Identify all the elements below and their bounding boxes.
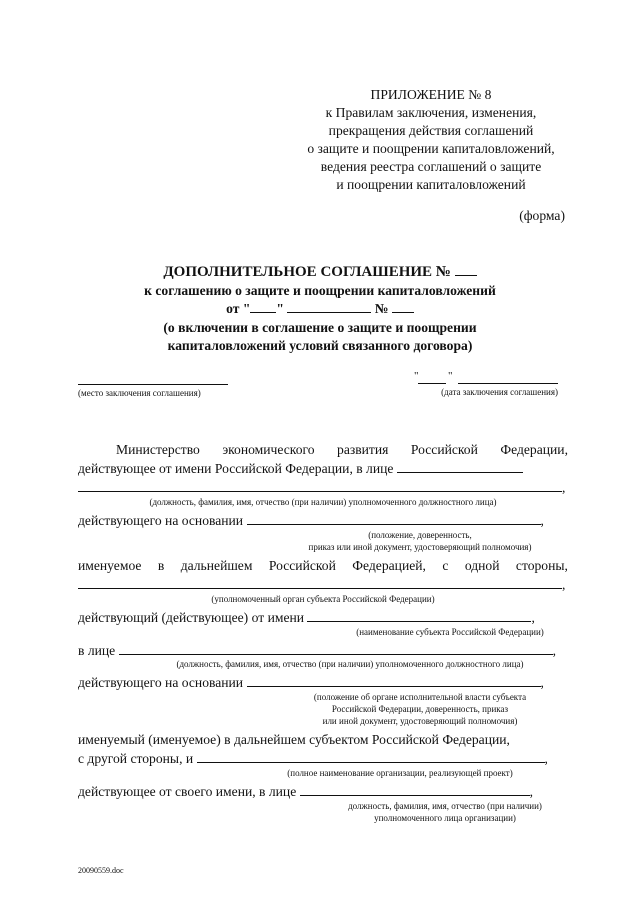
caption-basis-2b: Российской Федерации, доверенность, приказ xyxy=(331,704,509,714)
official-fill xyxy=(397,461,523,473)
date-caption: (дата заключения соглашения) xyxy=(441,387,558,397)
title-from: от " xyxy=(226,301,251,316)
date-quote-close: " xyxy=(448,370,453,382)
basis-fill-1 xyxy=(247,513,541,525)
base-number-blank xyxy=(392,300,414,313)
body-line-acting-own: действующее от своего имени, в лице , xyxy=(78,784,534,799)
title-quote: " xyxy=(276,301,284,316)
appendix-line: и поощрении капиталовложений xyxy=(336,177,526,192)
caption-basis-1b: приказ или иной документ, удостоверяющий полномочия) xyxy=(308,542,532,552)
place-line xyxy=(78,370,228,385)
caption-basis-2c: или иной документ, удостоверяющий полномочия) xyxy=(322,716,518,726)
caption-official-2: (должность, фамилия, имя, отчество (при наличии) уполномоченного должностного лица) xyxy=(176,659,524,669)
appendix-line: ведения реестра соглашений о защите xyxy=(320,159,542,174)
body-line-named-subject: именуемый (именуемое) в дальнейшем субъектом Российской Федерации, xyxy=(78,732,510,747)
body-line-official-fill: , xyxy=(78,479,568,496)
appendix-line: о защите и поощрении капиталовложений, xyxy=(307,141,555,156)
title-line-1: ДОПОЛНИТЕЛЬНОЕ СОГЛАШЕНИЕ № xyxy=(163,264,451,280)
date-block xyxy=(410,370,558,398)
subject-name-fill xyxy=(307,610,531,622)
appendix-line: ПРИЛОЖЕНИЕ № 8 xyxy=(370,87,492,102)
date-month-line xyxy=(458,383,558,384)
appendix-line: прекращения действия соглашений xyxy=(328,123,534,138)
caption-official-1: (должность, фамилия, имя, отчество (при наличии) уполномоченного должностного лица) xyxy=(149,497,497,507)
body-line-in-person: в лице , xyxy=(78,643,556,658)
title-line-2: к соглашению о защите и поощрении капиталовложений xyxy=(144,282,496,298)
body-line-acting-rf: действующее от имени Российской Федерации, в лице xyxy=(78,460,568,477)
body-line-ministry: Министерство экономического развития Российской Федерации, xyxy=(116,442,568,457)
place-block xyxy=(78,370,228,399)
document-title xyxy=(60,263,580,356)
title-number-sign: № xyxy=(374,301,389,316)
body-line-basis-1: действующего на основании , xyxy=(78,513,544,528)
body-line-other-side: с другой стороны, и , xyxy=(78,751,548,766)
caption-official-3a: должность, фамилия, имя, отчество (при наличии) xyxy=(348,801,542,811)
caption-basis-2a: (положение об органе исполнительной власти субъекта xyxy=(313,692,527,702)
org-name-fill xyxy=(197,751,545,763)
file-name-footer: 20090559.doc xyxy=(78,866,124,875)
date-quote-open: " xyxy=(414,370,419,382)
caption-subject-org: (уполномоченный орган субъекта Российской Федерации) xyxy=(211,594,435,604)
place-caption: (место заключения соглашения) xyxy=(78,388,201,398)
caption-official-3b: уполномоченного лица организации) xyxy=(374,813,516,823)
caption-subject-name: (наименование субъекта Российской Федерации) xyxy=(356,627,544,637)
appendix-line: к Правилам заключения, изменения, xyxy=(325,105,537,120)
month-blank xyxy=(287,300,371,313)
body-line-named-rf: именуемое в дальнейшем Российской Федерацией, с одной стороны, xyxy=(78,558,568,573)
form-label: (форма) xyxy=(519,208,565,223)
official-fill-3 xyxy=(300,784,530,796)
title-line-5: капиталовложений условий связанного договора) xyxy=(167,338,473,353)
day-blank xyxy=(250,300,276,313)
appendix-header xyxy=(270,86,592,194)
caption-basis-1a: (положение, доверенность, xyxy=(368,530,472,540)
official-fill-2 xyxy=(119,643,553,655)
agreement-number-blank xyxy=(455,263,477,276)
body-line-acting-name: действующий (действующее) от имени , xyxy=(78,610,535,625)
caption-org-full: (полное наименование организации, реализующей проект) xyxy=(287,768,513,778)
body-line-subject-org-fill: , xyxy=(78,576,568,593)
body-line-basis-2: действующего на основании , xyxy=(78,675,544,690)
title-line-4: (о включении в соглашение о защите и поощрении xyxy=(163,319,477,335)
basis-fill-2 xyxy=(247,675,541,687)
date-day-line xyxy=(418,383,446,384)
